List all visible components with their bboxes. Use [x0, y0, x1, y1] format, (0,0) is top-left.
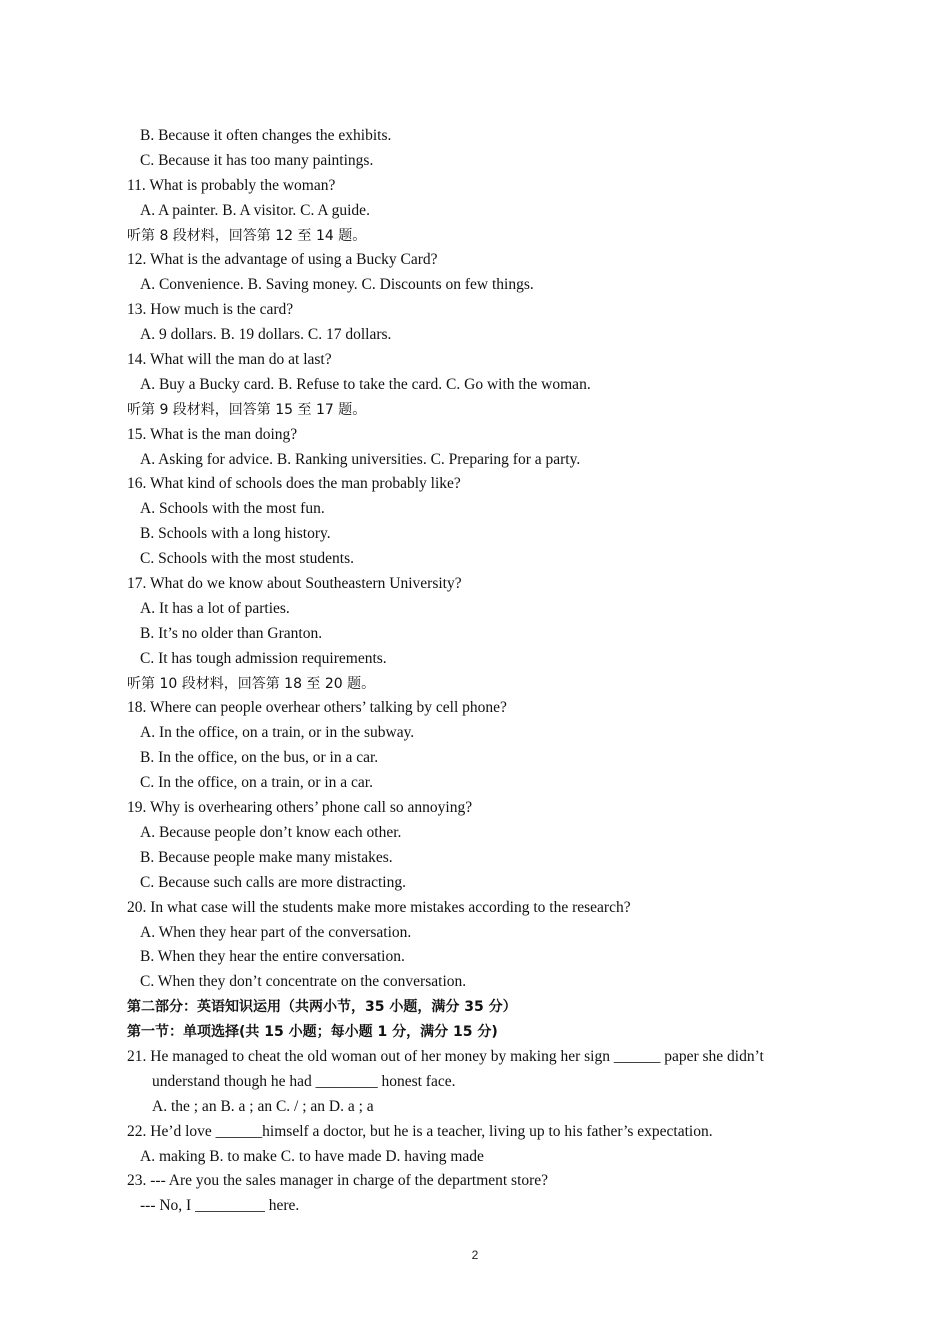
option-line: B. Because it often changes the exhibits.: [140, 127, 392, 144]
option-line: A. the ; an B. a ; an C. / ; an D. a ; a: [152, 1097, 374, 1115]
question-line: 17. What do we know about Southeastern University?: [127, 575, 462, 593]
section-instruction: 听第 9 段材料，回答第 15 至 17 题。: [127, 401, 367, 418]
option-line: A. making B. to make C. to have made D. having made: [140, 1147, 484, 1165]
section-heading: 第二部分：英语知识运用（共两小节，35 小题，满分 35 分）: [127, 999, 517, 1016]
option-line: A. Because people don’t know each other.: [140, 823, 402, 841]
option-line: A. When they hear part of the conversation.: [140, 923, 412, 941]
question-line: 23. --- Are you the sales manager in charge of the department store?: [127, 1172, 549, 1190]
section-instruction: 听第 10 段材料，回答第 18 至 20 题。: [127, 675, 376, 692]
option-line: A. 9 dollars. B. 19 dollars. C. 17 dollars.: [140, 326, 392, 344]
option-line: A. Buy a Bucky card. B. Refuse to take the card. C. Go with the woman.: [140, 375, 591, 393]
page-number: 2: [471, 1248, 479, 1262]
section-heading: 第一节：单项选择(共 15 小题；每小题 1 分，满分 15 分): [127, 1024, 498, 1041]
question-line: 14. What will the man do at last?: [127, 351, 332, 369]
option-line: C. In the office, on a train, or in a car.: [140, 774, 373, 792]
question-line: 22. He’d love ______himself a doctor, but he is a teacher, living up to his father’s expectation.: [127, 1122, 713, 1140]
option-line: B. Schools with a long history.: [140, 525, 331, 543]
section-instruction: 听第 8 段材料，回答第 12 至 14 题。: [127, 227, 367, 244]
option-line: A. A painter. B. A visitor. C. A guide.: [140, 201, 370, 219]
exam-content: [127, 124, 827, 1219]
option-line: C. Schools with the most students.: [140, 550, 354, 568]
option-line: --- No, I _________ here.: [140, 1197, 300, 1215]
question-line: 20. In what case will the students make more mistakes according to the research?: [127, 898, 631, 916]
option-line: C. When they don’t concentrate on the conversation.: [140, 973, 467, 991]
option-line: C. Because such calls are more distracting.: [140, 873, 406, 891]
question-line: 11. What is probably the woman?: [127, 176, 336, 194]
option-line: B. When they hear the entire conversation.: [140, 948, 405, 966]
question-continuation: understand though he had ________ honest face.: [152, 1072, 456, 1090]
question-line: 16. What kind of schools does the man probably like?: [127, 475, 461, 493]
question-line: 15. What is the man doing?: [127, 425, 298, 443]
question-line: 12. What is the advantage of using a Bucky Card?: [127, 251, 438, 269]
question-line: 13. How much is the card?: [127, 301, 294, 319]
option-line: A. Convenience. B. Saving money. C. Discounts on few things.: [140, 276, 534, 294]
option-line: C. It has tough admission requirements.: [140, 649, 387, 667]
option-line: B. Because people make many mistakes.: [140, 848, 393, 866]
question-line: 18. Where can people overhear others’ talking by cell phone?: [127, 699, 507, 717]
option-line: A. Schools with the most fun.: [140, 500, 325, 518]
option-line: A. It has a lot of parties.: [140, 599, 290, 617]
option-line: A. In the office, on a train, or in the subway.: [140, 724, 415, 742]
question-line: 21. He managed to cheat the old woman out of her money by making her sign ______ paper she didn’t: [127, 1047, 764, 1065]
option-line: B. It’s no older than Granton.: [140, 624, 323, 642]
question-line: 19. Why is overhearing others’ phone call so annoying?: [127, 799, 473, 817]
option-line: A. Asking for advice. B. Ranking universities. C. Preparing for a party.: [140, 450, 581, 468]
option-line: B. In the office, on the bus, or in a car.: [140, 749, 379, 767]
option-line: C. Because it has too many paintings.: [140, 151, 374, 169]
